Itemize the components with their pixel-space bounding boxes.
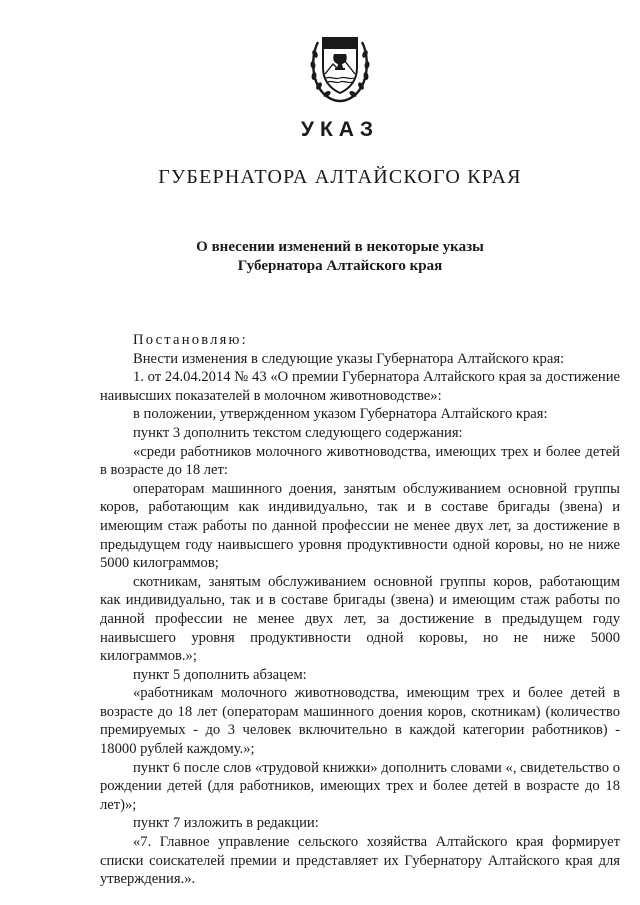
- decree-heading-line: О внесении изменений в некоторые указы: [196, 239, 484, 255]
- document-type-title: УКАЗ: [300, 118, 380, 141]
- body-paragraph: «среди работников молочного животноводства, имеющих трех и более детей в возрасте до 18 лет:: [100, 443, 620, 479]
- body-paragraph: Постановляю:: [133, 332, 248, 348]
- body-paragraph: в положении, утвержденном указом Губернатора Алтайского края:: [133, 406, 548, 423]
- body-paragraph: пункт 3 дополнить текстом следующего содержания:: [133, 424, 463, 441]
- decree-heading: [0, 238, 640, 276]
- body-paragraph: Внести изменения в следующие указы Губернатора Алтайского края:: [133, 350, 565, 367]
- body-paragraph: пункт 5 дополнить абзацем:: [133, 666, 307, 683]
- body-paragraph: «работникам молочного животноводства, имеющим трех и более детей в возрасте до 18 лет (операторам машинного доения коров, скотникам) (количество премируемых - до 3 человек включительно в каждой категории работников) - 18000 рублей каждому.»;: [100, 685, 620, 758]
- body-paragraph: пункт 7 изложить в редакции:: [133, 815, 319, 832]
- decree-heading-line: Губернатора Алтайского края: [237, 258, 443, 274]
- decree-body: [100, 331, 620, 889]
- body-paragraph: «7. Главное управление сельского хозяйства Алтайского края формирует списки соискателей премии и представляет их Губернатору Алтайского края для утверждения.».: [100, 834, 620, 888]
- body-paragraph: пункт 6 после слов «трудовой книжки» дополнить словами «, свидетельство о рождении детей (для работников, имеющих трех и более детей в возрасте до 18 лет)»;: [100, 759, 620, 813]
- body-paragraph: 1. от 24.04.2014 № 43 «О премии Губернатора Алтайского края за достижение наивысших показателей в молочном животноводстве»:: [100, 369, 620, 404]
- body-paragraph: операторам машинного доения, занятым обслуживанием основной группы коров, работающим как индивидуально, так и в составе бригады (звена) и имеющим стаж работы по данной профессии не менее двух лет, за достижение в предыдущем году наивысшего уровня продуктивности одной коровы, но не ниже 5000 килограммов;: [100, 480, 620, 572]
- issuer-subtitle: ГУБЕРНАТОРА АЛТАЙСКОГО КРАЯ: [158, 166, 522, 188]
- coat-of-arms-emblem: [309, 30, 371, 104]
- body-paragraph: скотникам, занятым обслуживанием основной группы коров, работающим как индивидуально, так и в составе бригады (звена) и имеющим стаж работы по данной профессии не менее двух лет, за достижение в предыдущем году наивысшего уровня продуктивности одной коровы, но не ниже 5000 килограммов.»;: [100, 573, 620, 665]
